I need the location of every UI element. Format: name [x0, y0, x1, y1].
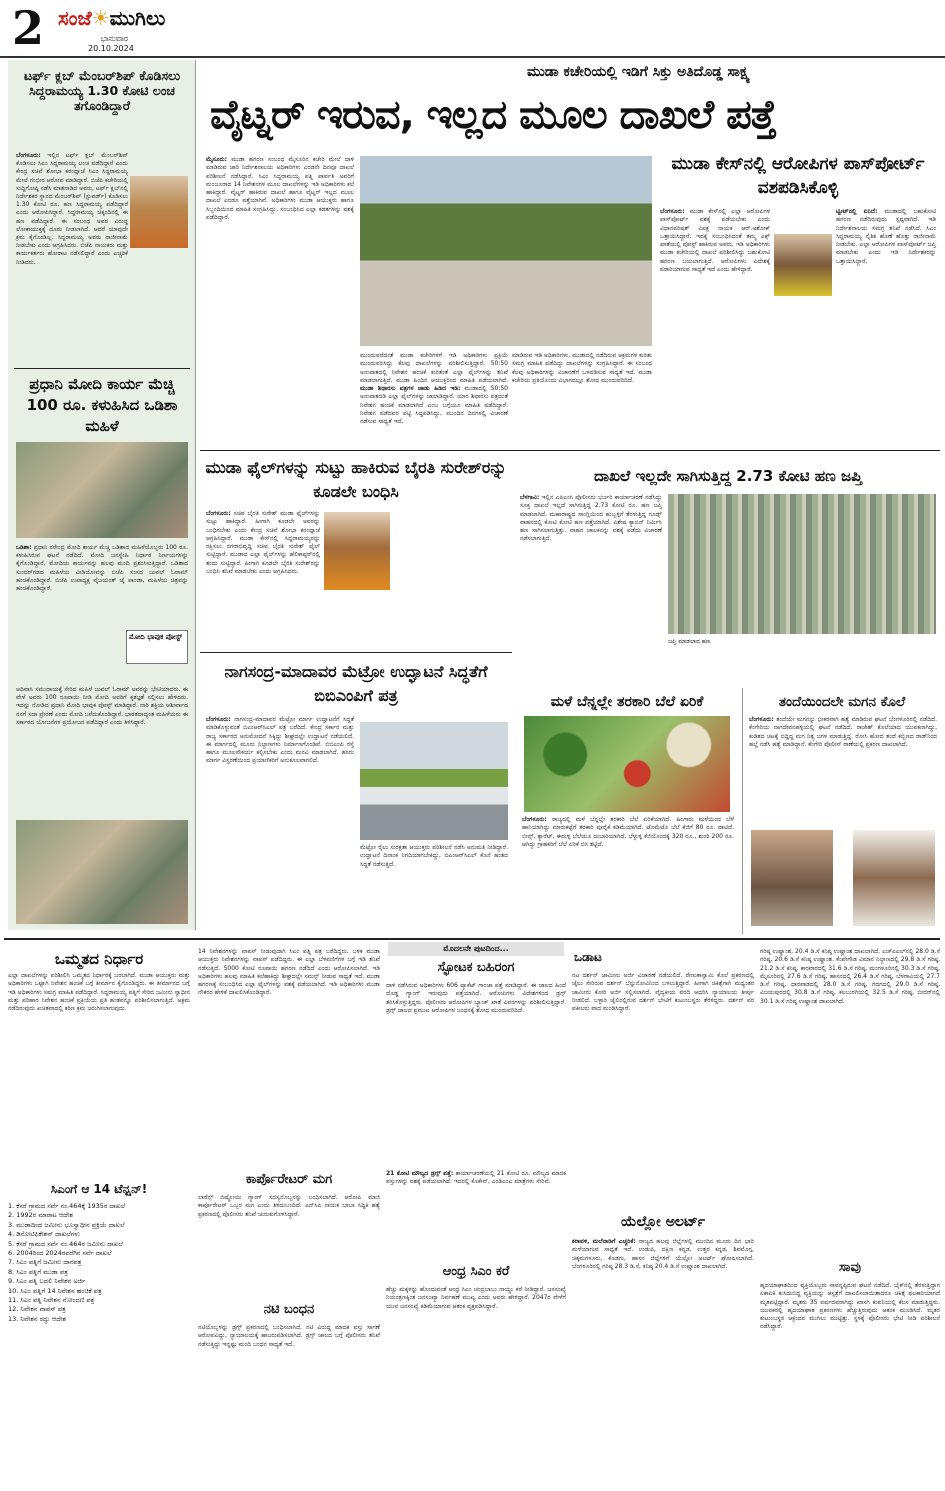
lead-subhead: ಮುಡಾ ಶಿಥಾರಸು ಪತ್ರಗಳ ಜಾಡು ಹಿಡಿದ ಇಡಿ:	[360, 385, 461, 393]
andhra-cm-headline: ಆಂಧ್ರ ಸಿಎಂ ಕರೆ	[442, 1264, 510, 1279]
list-item: 3. ಮುಡಾದಿಂದ ಜಮೀನು ಭೂಸ್ವಾಧೀನ ಪ್ರಕ್ರಿಯೆ ದಾಖಲೆ	[8, 1220, 125, 1229]
list-item: 2. 1992ರ ಮಾರಾಟ ಆದೇಶ	[8, 1211, 74, 1220]
list-item: 12. ನಿವೇಶನ ವಾಪಸ್ ಪತ್ರ	[8, 1305, 66, 1314]
seized-cash-photo	[668, 494, 936, 634]
cash-dateline: ಬೆಳಗಾವಿ:	[520, 494, 540, 501]
cash-body	[520, 494, 662, 680]
list-item: 5. ಕೆಸರೆ ಗ್ರಾಮದ ಸರ್ವೆ ನಂ.464ರ ಜಮೀನು ದಾಖಲೆ	[8, 1239, 123, 1248]
corporator-son-body: ಲಾರೆನ್ಸ್ ಬಿಷ್ಣೋಯಿ ಗ್ಯಾಂಗ್ ಸದಸ್ಯನೊಬ್ಬನನ್ನು ಬಂಧಿಸಲಾಗಿದೆ. ಆರೋಪಿ ಮಾಜಿ ಕಾರ್ಪೊರೇಟರ್ ಒಬ್ಬರ ಮಗ ಎಂದು ತಿಳಿದುಬಂದಿದೆ. ಎನ್‌ಸಿಪಿ ನಾಯಕ ಬಾಬಾ ಸಿದ್ದಿಕಿ ಹತ್ಯೆ ಪ್ರಕರಣದಲ್ಲಿ ಪೊಲೀಸರು ತನಿಖೆ ಚುರುಕುಗೊಳಿಸಿದ್ದಾರೆ.	[198, 1194, 380, 1218]
metro-body-col2: ಮೆಟ್ರೋ ರೈಲು ಸುರಕ್ಷತಾ ಆಯುಕ್ತರು ಪರಿಶೀಲನೆ ನಡೆಸಿ ಅನುಮತಿ ನೀಡಿದ್ದಾರೆ. ಉದ್ಘಾಟನೆ ದಿನಾಂಕ ನಿಗದಿಯಾಗಬೇಕಿದ್ದು, ಬಿಎಂಆರ್‌ಸಿಎಲ್ ಕೊನೆ ಹಂತದ ಸಿದ್ಧತೆ ನಡೆಸುತ್ತಿದೆ.	[360, 844, 508, 868]
byrathi-body-col1	[206, 510, 320, 648]
veg-story	[514, 688, 740, 934]
bottom-col-2	[196, 942, 382, 1488]
son-photo	[853, 830, 935, 926]
newspaper-logo	[58, 6, 165, 31]
corporator-son-headline: ಕಾರ್ಪೊರೇಟರ್ ಮಗ	[245, 1172, 333, 1187]
modi-dateline: ಒಡಿಶಾ:	[16, 544, 32, 551]
lead-body-col1	[206, 156, 354, 446]
cash-caption: ಜಪ್ತಿ ಮಾಡಲಾದ ಹಣ	[668, 638, 711, 645]
bottom-col-4	[570, 942, 756, 1488]
metro-body-col1	[206, 716, 354, 930]
turf-club-body-a	[16, 152, 128, 266]
modi-body-b: ಆದಿವಾಸಿ ಸಮುದಾಯಕ್ಕೆ ಸೇರಿದ ಮಹಿಳೆ ಜುವಲ್ ಓರಾಮ್ ಅವರನ್ನು ಭೇಟಿಯಾದರು. ಈ ವೇಳೆ ಅವರು 100 ರೂಪಾಯಿ ನೀಡಿ ಮೋದಿ ಅವರಿಗೆ ಕೃತಜ್ಞತೆ ಸಲ್ಲಿಸಲು ಹೇಳಿದರು. ಇದನ್ನು ನೋಡಿದ ಪ್ರಧಾನಿ ಮೋದಿ ಭಾವುಕ ಪೋಸ್ಟ್ ಮಾಡಿದ್ದಾರೆ. ನಾರಿ ಶಕ್ತಿಯ ಆಶೀರ್ವಾದ ನನಗೆ ಸದಾ ಪ್ರೇರಣೆ ಎಂದು ಮೋದಿ ಬರೆದುಕೊಂಡಿದ್ದಾರೆ. ಭಾರತದಾದ್ಯಂತ ಮಹಿಳೆಯರು ಈ ಸರ್ಕಾರದ ಯೋಜನೆಗಳ ಪ್ರಯೋಜನ ಪಡೆದಿದ್ದಾರೆ ಎಂದು ತಿಳಿಸಿದ್ದಾರೆ.	[16, 686, 188, 726]
shobha-photo-2	[324, 512, 390, 590]
yellow-alert-text: ರಾಜ್ಯದ ಹಲವು ಜಿಲ್ಲೆಗಳಲ್ಲಿ ಮುಂದಿನ ಮೂರು ದಿನ ಭಾರಿ ಮಳೆಯಾಗುವ ಸಾಧ್ಯತೆ ಇದೆ. ಉಡುಪಿ, ದಕ್ಷಿಣ ಕನ್ನಡ, ಉತ್ತರ ಕನ್ನಡ, ಶಿವಮೊಗ್ಗ, ಚಿಕ್ಕಮಗಳೂರು, ಕೊಡಗು, ಹಾಸನ ಜಿಲ್ಲೆಗಳಿಗೆ ಯೆಲ್ಲೋ ಅಲರ್ಟ್ ಘೋಷಿಸಲಾಗಿದೆ. ಬೆಂಗಳೂರಿನಲ್ಲಿ ಗರಿಷ್ಠ 28.3 ಡಿ.ಸೆ, ಕನಿಷ್ಠ 20.4 ಡಿ.ಸೆ ಉಷ್ಣಾಂಶ ದಾಖಲಾಗಿದೆ.	[572, 1238, 754, 1270]
muda-office-photo	[360, 156, 652, 346]
byrathi-story	[200, 452, 512, 652]
explosive-reveal-headline: ಸ್ಫೋಟಕ ಬಹಿರಂಗ	[437, 960, 515, 975]
murder-dateline: ಬೆಂಗಳೂರು:	[749, 716, 774, 723]
passport-body-col2	[836, 208, 936, 446]
veg-dateline: ಬೆಂಗಳೂರು:	[522, 816, 547, 823]
veg-headline: ಮಳೆ ಬೆನ್ನಲ್ಲೇ ತರಕಾರಿ ಬೆಲೆ ಏರಿಕೆ	[550, 694, 704, 710]
modi-quote-tag: ಮೋದಿ ಭಾವುಕ ಪೋಸ್ಟ್	[126, 630, 188, 664]
metro-dateline: ಬೆಂಗಳೂರು:	[206, 716, 231, 723]
death-headline: ಸಾವು	[838, 1260, 862, 1275]
actress-arrest-headline: ನಟಿ ಬಂಧನ	[263, 1302, 315, 1317]
metro-headline: ನಾಗಸಂದ್ರ-ಮಾದಾವರ ಮೆಟ್ರೋ ಉದ್ಘಾಟನೆ ಸಿದ್ಧತೆಗೆ ಬಿಬಿಎಂಪಿಗೆ ಪತ್ರ	[224, 662, 488, 705]
drugs-text: ಕಾರ್ಯಾಚರಣೆಯಲ್ಲಿ 21 ಕೋಟಿ ರೂ. ಮೌಲ್ಯದ ಮಾದಕ ವಸ್ತುಗಳನ್ನು ವಶಕ್ಕೆ ಪಡೆಯಲಾಗಿದೆ. ಇದರಲ್ಲಿ ಕೊಕೇನ್, ಎಂಡಿಎಂಎ ಮಾತ್ರೆಗಳು ಸೇರಿವೆ.	[386, 1170, 566, 1186]
continued-from-front-bar: ಮೊದಲನೇ ಪುಟದಿಂದ...	[388, 942, 564, 956]
murder-story	[742, 688, 940, 934]
murder-body	[749, 716, 937, 830]
andhra-cm-body: ಹೆಚ್ಚು ಮಕ್ಕಳನ್ನು ಹೊಂದುವಂತೆ ಆಂಧ್ರ ಸಿಎಂ ಚಂದ್ರಬಾಬು ನಾಯ್ಡು ಕರೆ ನೀಡಿದ್ದಾರೆ. ಜನಸಂಖ್ಯೆ ನಿಯಂತ್ರಣಕ್ಕಿಂತ ಜನಸಂಖ್ಯಾ ನಿರ್ವಹಣೆ ಮುಖ್ಯ ಎಂದು ಅವರು ಹೇಳಿದ್ದಾರೆ. 2047ರ ವೇಳೆಗೆ ಯುವ ಜನಸಂಖ್ಯೆ ಕಡಿಮೆಯಾಗುವ ಆತಂಕ ವ್ಯಕ್ತಪಡಿಸಿದ್ದಾರೆ.	[386, 1286, 566, 1310]
divider	[14, 368, 190, 369]
sun-icon: ☀	[91, 6, 110, 30]
modi-headline: ಪ್ರಧಾನಿ ಮೋದಿ ಕಾರ್ಯ ಮೆಚ್ಚಿ 100 ರೂ. ಕಳುಹಿಸಿದ ಒಡಿಶಾ ಮಹಿಳೆ	[26, 375, 178, 435]
bottom-col-1	[6, 942, 192, 1488]
page-number: 2	[12, 1, 45, 55]
consensus-body: ಎಲ್ಲಾ ದಾಖಲೆಗಳನ್ನು ಪರಿಶೀಲಿಸಿ ಒಮ್ಮತದ ನಿರ್ಧಾರಕ್ಕೆ ಬರಲಾಗಿದೆ. ಮುಡಾ ಆಯುಕ್ತರು ಮತ್ತು ಅಧಿಕಾರಿಗಳು ಒಟ್ಟಾಗಿ ನಿವೇಶನ ಹಂಚಿಕೆ ಬಗ್ಗೆ ತೀರ್ಮಾನ ಕೈಗೊಂಡಿದ್ದರು. ಈ ತೀರ್ಮಾನದ ಬಗ್ಗೆ ಇಡಿ ಅಧಿಕಾರಿಗಳು ಸಮಗ್ರ ಮಾಹಿತಿ ಪಡೆದಿದ್ದಾರೆ. ಸಿದ್ದರಾಮಯ್ಯ ಪತ್ನಿಗೆ ಸೇರಿದ ಜಮೀನು ಸ್ವಾಧೀನ ಮತ್ತು ಪರಿಹಾರ ನಿವೇಶನ ಹಂಚಿಕೆ ಪ್ರಕ್ರಿಯೆಯ ಪ್ರತಿ ಹಂತವನ್ನೂ ಪರಿಶೀಲಿಸಲಾಗುತ್ತಿದೆ. ಅಕ್ರಮ ನಡೆದಿರುವುದು ಖಚಿತವಾದಲ್ಲಿ ಕಠಿಣ ಕ್ರಮ ಜರುಗಿಸಲಾಗುವುದು.	[8, 972, 190, 1013]
death-body: ಹೃದಯಾಘಾತದಿಂದ ವ್ಯಕ್ತಿಯೊಬ್ಬರು ಸಾವನ್ನಪ್ಪಿರುವ ಘಟನೆ ನಡೆದಿದೆ. ಬೈಕ್‌ನಲ್ಲಿ ತೆರಳುತ್ತಿದ್ದಾಗ ಏಕಾಏಕಿ ಕುಸಿದುಬಿದ್ದ ವ್ಯಕ್ತಿಯನ್ನು ಆಸ್ಪತ್ರೆಗೆ ದಾಖಲಿಸಲಾಯಿತಾದರೂ ಚಿಕಿತ್ಸೆ ಫಲಕಾರಿಯಾಗದೆ ಮೃತಪಟ್ಟಿದ್ದಾರೆ. ಮೃತರು 35 ವರ್ಷದವರಾಗಿದ್ದು ಖಾಸಗಿ ಕಂಪನಿಯಲ್ಲಿ ಕೆಲಸ ಮಾಡುತ್ತಿದ್ದರು. ಯುವಕರಲ್ಲಿ ಹೃದಯಾಘಾತ ಪ್ರಕರಣಗಳು ಹೆಚ್ಚುತ್ತಿರುವುದು ಆತಂಕ ಮೂಡಿಸಿದೆ. ಮೃತರ ಕುಟುಂಬಸ್ಥರ ಆಕ್ರಂದನ ಮುಗಿಲು ಮುಟ್ಟಿತ್ತು. ಸ್ಥಳಕ್ಕೆ ಪೊಲೀಸರು ಭೇಟಿ ನೀಡಿ ಪರಿಶೀಲನೆ ನಡೆಸಿದ್ದಾರೆ.	[760, 1282, 940, 1331]
passport-text: ಮುಡಾ ಕೇಸ್‌ನಲ್ಲಿ ಎಲ್ಲಾ ಆರೋಪಿಗಳ ಪಾಸ್‌ಪೋರ್ಟ್ ವಶಕ್ಕೆ ಪಡೆಯಬೇಕು ಎಂದು ವಿಧಾನಪರಿಷತ್ ವಿಪಕ್ಷ ನಾಯಕ ಆರ್.ಅಶೋಕ್ ಒತ್ತಾಯಿಸಿದ್ದಾರೆ. ಇದಕ್ಕೆ ಸಂಬಂಧಿಸಿದಂತೆ ತಮ್ಮ ಎಕ್ಸ್ ಖಾತೆಯಲ್ಲಿ ಪೋಸ್ಟ್ ಹಾಕಿರುವ ಅವರು, ಇಡಿ ಅಧಿಕಾರಿಗಳು ಮುಡಾ ಕಚೇರಿಯಲ್ಲಿ ದಾಖಲೆ ಪರಿಶೀಲಿಸಿದ್ದು ಬಹುಕೋಟಿ ಹಗರಣ ಬಯಲಾಗುತ್ತಿದೆ. ಆರೋಪಿಗಳು ವಿದೇಶಕ್ಕೆ ಪರಾರಿಯಾಗುವ ಸಾಧ್ಯತೆ ಇದೆ ಎಂದು ಹೇಳಿದ್ದಾರೆ.	[660, 208, 770, 274]
document-list	[8, 1202, 190, 1486]
list-item: 8. ಸಿಎಂ ಪತ್ನಿಗೆ ಮುಡಾ ಪತ್ರ	[8, 1267, 68, 1276]
divider	[4, 938, 940, 940]
passport-dateline: ಬೆಂಗಳೂರು:	[660, 208, 685, 215]
murder-headline: ತಂದೆಯಿಂದಲೇ ಮಗನ ಕೊಲೆ	[778, 694, 906, 710]
cm-14-tension-headline: ಸಿಎಂಗೆ ಆ 14 ಟೆನ್ಷನ್!	[50, 1182, 148, 1196]
lead-body-text-2: ಮುಂದುವರೆದಂತೆ ಮುಡಾ ಕಚೇರಿಗಳಿಗೆ ಇಡಿ ಅಧಿಕಾರಿಗಳು ಪ್ರಕ್ರಿಯೆ ಮುಂದುವರಿಸಿದ್ದು ಕೆಲವು ದಾಖಲೆಗಳನ್ನು ಪರಿಶೀಲಿಸುತ್ತಿದ್ದಾರೆ. 50:50 ಅನುಪಾತದಲ್ಲಿ ನಿವೇಶನ ಹಂಚಿಕೆ ಕುರಿತಂತೆ ಎಲ್ಲಾ ಫೈಲ್‌ಗಳನ್ನು ತನಿಖೆ ಮಾಡಲಾಗುತ್ತಿದೆ. ಮುಡಾ ಹಿಂದಿನ ಆಯುಕ್ತರಿಂದ ಮಾಹಿತಿ ಪಡೆಯಲಾಗಿದೆ.	[360, 352, 508, 384]
metro-photo	[360, 722, 508, 840]
passport-text-2: ಮುಡಾದಲ್ಲಿ ಬಹುಕೋಟಿ ಹಗರಣ ನಡೆದಿರುವುದು ಸ್ಪಷ್ಟವಾಗಿದೆ. ಇಡಿ ನಿರ್ದೇಶನಾಲಯ ಸಮಗ್ರ ತನಿಖೆ ನಡೆಸಿದೆ. ಸಿಎಂ ಸಿದ್ದರಾಮಯ್ಯ ನೈತಿಕ ಹೊಣೆ ಹೊತ್ತು ರಾಜೀನಾಮೆ ನೀಡಬೇಕು. ಎಲ್ಲಾ ಆರೋಪಿಗಳ ಪಾಸ್‌ಪೋರ್ಟ್ ಜಪ್ತಿ ಮಾಡಬೇಕು ಎಂದು ಇಡಿ ನಿರ್ದೇಶಕರನ್ನು ಒತ್ತಾಯಿಸಿದ್ದಾರೆ.	[836, 208, 936, 265]
metro-text: ನಾಗಸಂದ್ರ-ಮಾದಾವರ ಮೆಟ್ರೋ ಮಾರ್ಗ ಉದ್ಘಾಟನೆಗೆ ಸಿದ್ಧತೆ ಮಾಡಿಕೊಳ್ಳುವಂತೆ ಬಿಎಂಆರ್‌ಸಿಎಲ್ ಪತ್ರ ಬರೆದಿದೆ. ಕೇಂದ್ರ ಸರ್ಕಾರ ಮತ್ತು ರಾಜ್ಯ ಸರ್ಕಾರದ ಅನುಮೋದನೆ ಸಿಕ್ಕಿದ್ದು ಶೀಘ್ರದಲ್ಲೇ ಉದ್ಘಾಟನೆ ನಡೆಯಲಿದೆ. ಈ ಮಾರ್ಗದಲ್ಲಿ ಮೂರು ನಿಲ್ದಾಣಗಳು ನಿರ್ಮಾಣಗೊಂಡಿವೆ. ಬಿಬಿಎಂಪಿ ರಸ್ತೆ ಹಾಗೂ ಮೂಲಸೌಕರ್ಯ ಕಲ್ಪಿಸಬೇಕು ಎಂದು ಮನವಿ ಮಾಡಲಾಗಿದೆ. ಹಸಿರು ಮಾರ್ಗ ವಿಸ್ತರಣೆಯಿಂದ ಪ್ರಯಾಣಿಕರಿಗೆ ಅನುಕೂಲವಾಗಲಿದೆ.	[206, 716, 354, 765]
weather-body: ಗರಿಷ್ಠ ಉಷ್ಣಾಂಶ, 20.4 ಡಿ.ಸೆ ಕನಿಷ್ಠ ಉಷ್ಣಾಂಶ ದಾಖಲಾಗಿದೆ. ಎಚ್‌ಎಎಲ್‌ನಲ್ಲಿ 28.0 ಡಿ.ಸೆ ಗರಿಷ್ಠ, 20.6 ಡಿ.ಸೆ ಕನಿಷ್ಠ ಉಷ್ಣಾಂಶ. ಕೆಂಪೇಗೌಡ ವಿಮಾನ ನಿಲ್ದಾಣದಲ್ಲಿ 29.8 ಡಿ.ಸೆ ಗರಿಷ್ಠ, 21.2 ಡಿ.ಸೆ ಕನಿಷ್ಠ. ಕಾರವಾರದಲ್ಲಿ 31.6 ಡಿ.ಸೆ ಗರಿಷ್ಠ, ಮಂಗಳೂರಿನಲ್ಲಿ 30.3 ಡಿ.ಸೆ ಗರಿಷ್ಠ, ಮೈಸೂರಿನಲ್ಲಿ 27.6 ಡಿ.ಸೆ ಗರಿಷ್ಠ, ಹಾಸನದಲ್ಲಿ 26.4 ಡಿ.ಸೆ ಗರಿಷ್ಠ, ಬೆಳಗಾವಿಯಲ್ಲಿ 27.7 ಡಿ.ಸೆ ಗರಿಷ್ಠ, ಧಾರವಾಡದಲ್ಲಿ 28.0 ಡಿ.ಸೆ ಗರಿಷ್ಠ, ಗದಗದಲ್ಲಿ 29.0 ಡಿ.ಸೆ ಗರಿಷ್ಠ, ವಿಜಯಪುರದಲ್ಲಿ 30.8 ಡಿ.ಸೆ ಗರಿಷ್ಠ, ಕಲಬುರಗಿಯಲ್ಲಿ 32.5 ಡಿ.ಸೆ ಗರಿಷ್ಠ, ಬೀದರ್‌ನಲ್ಲಿ 30.1 ಡಿ.ಸೆ ಗರಿಷ್ಠ ಉಷ್ಣಾಂಶ ದಾಖಲಾಗಿದೆ.	[760, 948, 940, 1005]
list-item: 6. 2004ರಿಂದ 2024ರವರೆಗಿನ ಸರ್ವೆ ದಾಖಲೆ	[8, 1249, 112, 1258]
turf-club-dateline: ಬೆಂಗಳೂರು:	[16, 152, 41, 159]
passport-headline: ಮುಡಾ ಕೇಸ್‌ನಲ್ಲಿ ಆರೋಪಿಗಳ ಪಾಸ್‌ಪೋರ್ಟ್ ವಶಪಡಿಸಿಕೊಳ್ಳಿ	[671, 154, 925, 198]
modi-text: ಪ್ರಧಾನಿ ನರೇಂದ್ರ ಮೋದಿ ಕಾರ್ಯ ಮೆಚ್ಚಿ ಒಡಿಶಾದ ಮಹಿಳೆಯೊಬ್ಬರು 100 ರೂ. ಕಳುಹಿಸಿರುವ ಘಟನೆ ನಡೆದಿದೆ. ಮೋದಿ ಜನಸ್ನೇಹಿ ನಿರ್ಧಾರ ನಿರ್ಣಯಗಳನ್ನು ಕೈಗೊಂಡಿದ್ದಾರೆ, ಮೋದಿಯ ಕಾರ್ಯವನ್ನು ಹಲವು ಮಂದಿ ಪ್ರಶಂಸಿಸುತ್ತಿದ್ದಾರೆ. ಒಡಿಶಾದ ಸುಂದರ್‌ಗಡದ ಮಹಿಳೆಯ ವೀಡಿಯೋವನ್ನು ಬಿಜೆಪಿ ಸಂಸದ ಜುವಲ್ ಓರಾಮ್ ಹಂಚಿಕೊಂಡಿದ್ದಾರೆ. ಬಿಜೆಪಿ ಉಪಾಧ್ಯಕ್ಷ ವೈಜಯಂತ್ ಜೈ ಪಾಂಡಾ, ಮಹಿಳೆಯ ಚಿತ್ರವನ್ನು ಹಂಚಿಕೊಂಡಿದ್ದಾರೆ.	[16, 544, 188, 593]
vegetables-photo	[524, 716, 730, 812]
byrathi-headline: ಮುಡಾ ಫೈಲ್‌ಗಳನ್ನು ಸುಟ್ಟು ಹಾಕಿರುವ ಬೈರತಿ ಸುರೇಶ್‌ರನ್ನು ಕೂಡಲೇ ಬಂಧಿಸಿ	[205, 458, 507, 501]
lead-body-text-3: ಮುಡಾದಲ್ಲಿ 50:50 ಅನುಪಾತದಡಿ ಎಲ್ಲಾ ಫೈಲ್‌ಗಳನ್ನು ಜಾಲಾಡಿದ್ದಾರೆ. ಯಾರ ಶಿಫಾರಸು ಪತ್ರದಂತೆ ನಿವೇಶನ ಹಂಚಿಕೆ ಮಾಡಲಾಗಿದೆ ಎಂಬ ಬಗ್ಗೆಯೂ ಮಾಹಿತಿ ಪಡೆದಿದ್ದಾರೆ. ನಿವೇಶನ ಪಡೆದವರ ಪಟ್ಟಿ ಸಿದ್ಧಪಡಿಸಿದ್ದು, ಮುಂದಿನ ದಿನಗಳಲ್ಲಿ ವಿಚಾರಣೆ ನಡೆಸುವ ಸಾಧ್ಯತೆ ಇದೆ.	[360, 385, 508, 426]
lead-kicker: ಮುಡಾ ಕಚೇರಿಯಲ್ಲಿ ಇಡಿಗೆ ಸಿಕ್ತು ಅತಿದೊಡ್ಡ ಸಾಕ್ಷ್ಯ	[527, 64, 750, 80]
list-item: 4. ಡಿನೋಟಿಫಿಕೇಶನ್ ದಾಖಲೆಗಳು	[8, 1230, 80, 1239]
turf-club-text: ಇಲ್ಲಿನ ಟರ್ಫ್ ಕ್ಲಬ್ ಮೆಂಬರ್‌ಶಿಪ್ ಕೊಡಿಸಲು ಸಿಎಂ ಸಿದ್ದರಾಮಯ್ಯ ಲಂಚ ಪಡೆದಿದ್ದಾರೆ ಎಂದು ಕೇಂದ್ರ ಸಚಿವೆ ಶೋಭಾ ಕರಂದ್ಲಾಜೆ ಸಿಎಂ ಸಿದ್ದರಾಮಯ್ಯ ಮೇಲೆ ಗಂಭೀರ ಆರೋಪ ಮಾಡಿದ್ದಾರೆ. ಬಿಜೆಪಿ ಕಚೇರಿಯಲ್ಲಿ ಸುದ್ದಿಗೋಷ್ಠಿ ನಡೆಸಿ ಮಾತನಾಡಿದ ಅವರು, ಟರ್ಫ್ ಕ್ಲಬ್‌ನಲ್ಲಿ ನಿರ್ದೇಶಕರ ಸ್ಥಾನದ ಮೆಂಬರ್‌ಶಿಪ್ (ಸ್ಟುವರ್ಡ್) ಕೊಡಿಸಲು 1.30 ಕೋಟಿ ರೂ. ಹಣ ಸಿದ್ದರಾಮಯ್ಯ ಪಡೆದಿದ್ದಾರೆ ಎಂದು ಆರೋಪಿಸಿದ್ದಾರೆ. ಸಿದ್ದರಾಮಯ್ಯ ಚಿಕ್ಕಂದಿನಲ್ಲಿ ಈ ಹಣ ಪಡೆದಿದ್ದಾರೆ. ಈ ಸಂಬಂಧ ಅವರ ವಿರುದ್ಧ ಲೋಕಾಯುಕ್ತಕ್ಕೆ ದೂರು ನೀಡಲಾಗಿದೆ. ಆದರೆ ಯಾವುದೇ ಕ್ರಮ ಕೈಗೊಂಡಿಲ್ಲ. ಸಿದ್ದರಾಮಯ್ಯ ಅವರು ರಾಜೀನಾಮೆ ನೀಡಬೇಕು ಎಂದು ಆಗ್ರಹಿಸಿದರು. ಬಿಜೆಪಿ ನಾಯಕರು ಮತ್ತು ಕಾರ್ಯಕರ್ತರು ಹೋರಾಟ ನಡೆಸಲಿದ್ದಾರೆ ಎಂದು ಎಚ್ಚರಿಕೆ ನೀಡಿದರು.	[16, 152, 128, 266]
issue-date	[88, 34, 134, 54]
masthead	[0, 0, 945, 58]
byrathi-dateline: ಬೆಂಗಳೂರು:	[206, 510, 231, 517]
murder-text: ತಂದೆಯೇ ಮಗನನ್ನು ಭೀಕರವಾಗಿ ಹತ್ಯೆ ಮಾಡಿರುವ ಘಟನೆ ಬೆಂಗಳೂರಿನಲ್ಲಿ ನಡೆದಿದೆ. ಕೆಂಗೇರಿಯ ನಾಗದೇವನಹಳ್ಳಿಯಲ್ಲಿ ಘಟನೆ ನಡೆದಿದೆ. ರಾಜೇಶ್ ಕೊಲೆಯಾದ ಯುವಕನಾಗಿದ್ದು, ಕುಡಿತದ ಚಟಕ್ಕೆ ಬಿದ್ದಿದ್ದ ಮಗ ನಿತ್ಯ ಜಗಳ ಮಾಡುತ್ತಿದ್ದ. ರೋಸಿ ಹೋದ ತಂದೆ ಕಬ್ಬಿಣದ ರಾಡ್‌ನಿಂದ ಹಲ್ಲೆ ನಡೆಸಿ ಹತ್ಯೆ ಮಾಡಿದ್ದಾನೆ. ಕೆಂಗೇರಿ ಪೊಲೀಸ್ ಠಾಣೆಯಲ್ಲಿ ಪ್ರಕರಣ ದಾಖಲಾಗಿದೆ.	[749, 716, 937, 748]
yellow-alert-headline: ಯೆಲ್ಲೋ ಅಲರ್ಟ್	[621, 1214, 705, 1230]
list-item: 11. ಸಿಎಂ ಪತ್ನಿ ನಿವೇಶನ ನೋಂದಣಿ ಪತ್ರ	[8, 1296, 95, 1305]
lead-headline: ವೈಟ್ನರ್ ಇರುವ, ಇಲ್ಲದ ಮೂಲ ದಾಖಲೆ ಪತ್ತೆ	[210, 92, 776, 138]
col2-body: 14 ನಿವೇಶನಗಳನ್ನು ವಾಪಸ್ ನೀಡುವುದಾಗಿ ಸಿಎಂ ಪತ್ನಿ ಪತ್ರ ಬರೆದಿದ್ದರು. ಬಳಿಕ ಮುಡಾ ಆಯುಕ್ತರು ನಿವೇಶನಗಳನ್ನು ವಾಪಸ್ ಪಡೆದಿದ್ದರು. ಈ ಎಲ್ಲಾ ಬೆಳವಣಿಗೆಗಳ ಬಗ್ಗೆ ಇಡಿ ತನಿಖೆ ನಡೆಸುತ್ತಿದೆ. 5000 ಕೋಟಿ ರೂಪಾಯಿ ಹಗರಣ ನಡೆದಿದೆ ಎಂದು ಆರೋಪಿಸಲಾಗಿದೆ. ಇಡಿ ಅಧಿಕಾರಿಗಳು ಹಲವು ಮಾಹಿತಿ ಕಲೆಹಾಕಿದ್ದು ಶೀಘ್ರದಲ್ಲೇ ಸಮನ್ಸ್ ನೀಡುವ ಸಾಧ್ಯತೆ ಇದೆ. ಮುಡಾ ಹಗರಣಕ್ಕೆ ಸಂಬಂಧಿಸಿದ ಎಲ್ಲಾ ಫೈಲ್‌ಗಳನ್ನು ವಶಕ್ಕೆ ಪಡೆಯಲಾಗಿದೆ. ಇಡಿ ಅಧಿಕಾರಿಗಳು ಮುಡಾ ನೌಕರರ ಹೇಳಿಕೆ ದಾಖಲಿಸಿಕೊಂಡಿದ್ದಾರೆ.	[198, 948, 380, 997]
turf-club-headline: ಟರ್ಫ್ ಕ್ಲಬ್ ಮೆಂಬರ್‌ಶಿಪ್ ಕೊಡಿಸಲು ಸಿದ್ದರಾಮಯ್ಯ 1.30 ಕೋಟಿ ಲಂಚ ತಗೊಂಡಿದ್ದಾರೆ	[23, 68, 181, 113]
lead-dateline: ಮೈಸೂರು:	[206, 156, 228, 163]
drugs-subhead: 21 ಕೋಟಿ ಮೌಲ್ಯದ ಡ್ರಗ್ಸ್ ಪತ್ತೆ:	[386, 1170, 454, 1177]
cash-headline: ದಾಖಲೆ ಇಲ್ಲದೇ ಸಾಗಿಸುತ್ತಿದ್ದ 2.73 ಕೋಟಿ ಹಣ ಜಪ್ತಿ	[594, 467, 862, 485]
divider	[200, 450, 940, 451]
lead-body-col2	[360, 352, 508, 446]
odata-headline: ಒಡಾಟ	[574, 950, 602, 964]
passport-subhead: ಟ್ವೀಟ್‌ನಲ್ಲಿ ಏನಿದೆ:	[836, 208, 878, 215]
father-photo	[751, 830, 833, 926]
logo-text-2: ಮುಗಿಲು	[109, 6, 166, 30]
passport-story	[656, 152, 940, 450]
list-item: 9. ಸಿಎಂ ಪತ್ನಿ ಬದಲಿ ನಿವೇಶನ ಅರ್ಜಿ	[8, 1277, 86, 1286]
logo-text-1: ಸಂಜೆ	[58, 6, 92, 30]
list-item: 1. ಕೆಸರೆ ಗ್ರಾಮದ ಸರ್ವೆ ನಂ.464ಕ್ಕೆ 1935ರ ದಾಖಲೆ	[8, 1202, 126, 1210]
lead-story-header	[200, 60, 940, 150]
issue-day: ಭಾನುವಾರ	[100, 34, 128, 43]
bottom-col-3	[384, 942, 568, 1488]
veg-text: ರಾಜ್ಯದಲ್ಲಿ ಮಳೆ ಬೆನ್ನಲ್ಲೇ ತರಕಾರಿ ಬೆಲೆ ಏರಿಕೆಯಾಗಿದೆ. ಹಿಂಗಾರು ಮಳೆಯಿಂದ ಬೆಳೆ ಹಾನಿಯಾಗಿದ್ದು ಮಾರುಕಟ್ಟೆಗೆ ತರಕಾರಿ ಪೂರೈಕೆ ಕಡಿಮೆಯಾಗಿದೆ. ಟೊಮೆಟೊ ಬೆಲೆ ಕೆಜಿಗೆ 80 ರೂ. ದಾಟಿದೆ. ಬೀನ್ಸ್, ಕ್ಯಾರೆಟ್, ಈರುಳ್ಳಿ ಬೆಲೆಯೂ ದುಬಾರಿಯಾಗಿದೆ. ಬೆಳ್ಳುಳ್ಳಿ ಕೆಜಿಯೊಂದಕ್ಕೆ 320 ರೂ., ಶುಂಠಿ 200 ರೂ. ಆಗಿದ್ದು ಗ್ರಾಹಕರಿಗೆ ಬೆಲೆ ಏರಿಕೆ ಬಿಸಿ ತಟ್ಟಿದೆ.	[522, 816, 734, 848]
explosive-reveal-body: ದಾಳಿ ನಡೆಸಿರುವ ಅಧಿಕಾರಿಗಳು 606 ಪ್ಯಾಕೆಟ್ ಗಾಂಜಾ ಪತ್ತೆ ಮಾಡಿದ್ದಾರೆ. ಈ ಜಾಲದ ಹಿಂದೆ ದೊಡ್ಡ ಗ್ಯಾಂಗ್ ಇರುವುದು ಪತ್ತೆಯಾಗಿದೆ. ಆರೋಪಿಗಳು ವಿದೇಶಗಳಿಂದ ಡ್ರಗ್ಸ್ ತರಿಸಿಕೊಳ್ಳುತ್ತಿದ್ದರು. ಪೊಲೀಸರು ಆರೋಪಿಗಳ ಬ್ಯಾಂಕ್ ಖಾತೆ ವಿವರಗಳನ್ನು ಪರಿಶೀಲಿಸುತ್ತಿದ್ದಾರೆ. ಡ್ರಗ್ಸ್ ಜಾಲದ ಪ್ರಮುಖ ಆರೋಪಿಗಳ ಬಂಧನಕ್ಕೆ ಶೋಧ ಮುಂದುವರಿದಿದೆ.	[386, 982, 566, 1014]
consensus-headline: ಒಮ್ಮತದ ನಿರ್ಧಾರ	[54, 950, 144, 968]
drugs-body	[386, 1170, 566, 1258]
lead-body-col3: ಮಾಡಿರುವ ಇಡಿ ಅಧಿಕಾರಿಗಳು, ಮುಡಾದಲ್ಲಿ ನಡೆದಿರುವ ಅಕ್ರಮಗಳ ಕುರಿತು ಸಮಗ್ರ ಮಾಹಿತಿ ಪಡೆದಿದ್ದು ದಾಖಲೆಗಳನ್ನು ಸಂಗ್ರಹಿಸಿದ್ದಾರೆ. ಈ ಸಂಬಂಧ ಕೆಲವು ಅಧಿಕಾರಿಗಳನ್ನು ವಿಚಾರಣೆಗೆ ಒಳಪಡಿಸುವ ಸಾಧ್ಯತೆ ಇದೆ. ಮುಡಾ ಕಚೇರಿಯ ಪ್ರತಿಯೊಂದು ವಿಭಾಗದಲ್ಲೂ ಶೋಧ ಮುಂದುವರಿದಿದೆ.	[512, 352, 652, 384]
ashok-photo	[774, 234, 832, 296]
left-column	[8, 60, 196, 930]
shobha-photo	[130, 176, 188, 248]
modi-story-photo-2	[16, 820, 188, 924]
metro-story	[200, 654, 512, 934]
list-item: 13. ನಿವೇಶನ ರದ್ದು ಆದೇಶ	[8, 1314, 67, 1323]
divider	[200, 652, 512, 653]
actress-arrest-body: ನಟಿಯೊಬ್ಬಳನ್ನು ಡ್ರಗ್ಸ್ ಪ್ರಕರಣದಲ್ಲಿ ಬಂಧಿಸಲಾಗಿದೆ. ನಟಿ ವಿರುದ್ಧ ಮಾದಕ ವಸ್ತು ಸಾಗಣೆ ಆರೋಪವಿದ್ದು, ನ್ಯಾಯಾಲಯಕ್ಕೆ ಹಾಜರುಪಡಿಸಲಾಗಿದೆ. ಡ್ರಗ್ಸ್ ಜಾಲದ ಬಗ್ಗೆ ಪೊಲೀಸರು ತನಿಖೆ ನಡೆಸುತ್ತಿದ್ದು ಇನ್ನಷ್ಟು ಮಂದಿ ಬಂಧನ ಸಾಧ್ಯತೆ ಇದೆ.	[198, 1324, 380, 1348]
byrathi-text: ಸಚಿವ ಬೈರತಿ ಸುರೇಶ್ ಮುಡಾ ಫೈಲ್‌ಗಳನ್ನು ಸುಟ್ಟು ಹಾಕಿದ್ದಾರೆ. ಹೀಗಾಗಿ ಕೂಡಲೇ ಅವರನ್ನು ಬಂಧಿಸಬೇಕು ಎಂದು ಕೇಂದ್ರ ಸಚಿವೆ ಶೋಭಾ ಕರಂದ್ಲಾಜೆ ಆಗ್ರಹಿಸಿದ್ದಾರೆ. ಮುಡಾ ಕೇಸ್‌ನಲ್ಲಿ ಸಿದ್ದರಾಮಯ್ಯರನ್ನು ರಕ್ಷಿಸಲು ನಗರಾಭಿವೃದ್ಧಿ ಸಚಿವ ಬೈರತಿ ಸುರೇಶ್ ಫೈಲ್ ಸುಟ್ಟಿದ್ದಾರೆ. ಮುಡಾದ ಎಲ್ಲಾ ಫೈಲ್‌ಗಳನ್ನು ಹೆಲಿಕಾಪ್ಟರ್‌ನಲ್ಲಿ ತಂದು ಸುಟ್ಟಿದ್ದಾರೆ. ಹೀಗಾಗಿ ಕೂಡಲೇ ಬೈರತಿ ಸುರೇಶ್‌ರನ್ನು ಬಂಧಿಸಿ ತನಿಖೆ ಮಾಡಬೇಕು ಎಂದು ಆಗ್ರಹಿಸಿದರು.	[206, 510, 320, 576]
yellow-alert-body	[572, 1238, 754, 1484]
issue-date-value: 20.10.2024	[88, 44, 134, 53]
cash-text: ಇಲ್ಲಿನ ಎಪಿಎಂಸಿ ಪೊಲೀಸರು ಭರ್ಜರಿ ಕಾರ್ಯಾಚರಣೆ ನಡೆಸಿದ್ದು ಸೂಕ್ತ ದಾಖಲೆ ಇಲ್ಲದೆ ಸಾಗಿಸುತ್ತಿದ್ದ 2.73 ಕೋಟಿ ರೂ. ಹಣ ಜಪ್ತಿ ಮಾಡಲಾಗಿದೆ. ಮಹಾರಾಷ್ಟ್ರದ ಸಾಂಗ್ಲಿಯಿಂದ ಹುಬ್ಬಳ್ಳಿಗೆ ತೆರಳುತ್ತಿದ್ದ ಗೂಡ್ಸ್ ವಾಹನದಲ್ಲಿ ಕೋಟಿ ಕೋಟಿ ಹಣ ಪತ್ತೆಯಾಗಿದೆ. ವಿಶೇಷ ಕ್ಯಾಬಿನ್ ನಿರ್ಮಿಸಿ ಹಣ ಸಾಗಿಸಲಾಗುತ್ತಿತ್ತು. ವಾಹನ ಚಾಲಕನನ್ನು ವಶಕ್ಕೆ ಪಡೆದು ವಿಚಾರಣೆ ನಡೆಸಲಾಗುತ್ತಿದೆ.	[520, 494, 662, 543]
lead-body-text: ಮುಡಾ ಹಗರಣ ಸಂಬಂಧ ಮೈಸೂರಿನ ಕಚೇರಿ ಮೇಲೆ ದಾಳಿ ಮಾಡಿರುವ ಜಾರಿ ನಿರ್ದೇಶನಾಲಯ ಅಧಿಕಾರಿಗಳು ಎರಡನೇ ದಿನವೂ ದಾಖಲೆ ಪರಿಶೀಲನೆ ನಡೆಸಿದ್ದಾರೆ. ಸಿಎಂ ಸಿದ್ದರಾಮಯ್ಯ ಪತ್ನಿ ಪಾರ್ವತಿ ಅವರಿಗೆ ಮಂಜೂರಾದ 14 ನಿವೇಶನಗಳ ಮೂಲ ದಾಖಲೆಗಳನ್ನು ಇಡಿ ಅಧಿಕಾರಿಗಳು ಕಲೆ ಹಾಕಿದ್ದಾರೆ. ವೈಟ್ನರ್ ಹಾಕಿರುವ ದಾಖಲೆ ಹಾಗೂ ವೈಟ್ನರ್ ಇಲ್ಲದ ಮೂಲ ದಾಖಲೆ ಎರಡೂ ಪತ್ತೆಯಾಗಿವೆ. ಅಧಿಕಾರಿಗಳು ಮುಡಾ ಆಯುಕ್ತರು ಹಾಗೂ ಸಿಬ್ಬಂದಿಯಿಂದ ಮಾಹಿತಿ ಸಂಗ್ರಹಿಸಿದ್ದು, ಸಂಬಂಧಿಸಿದ ಎಲ್ಲಾ ಕಡತಗಳನ್ನು ವಶಕ್ಕೆ ಪಡೆದಿದ್ದಾರೆ.	[206, 156, 354, 222]
cash-story	[514, 452, 940, 684]
list-item: 7. ಸಿಎಂ ಪತ್ನಿಗೆ ಜಮೀನು ದಾನಪತ್ರ	[8, 1258, 82, 1267]
passport-body-col1	[660, 208, 770, 446]
list-item: 10. ಸಿಎಂ ಪತ್ನಿಗೆ 14 ನಿವೇಶನ ಹಂಚಿಕೆ ಪತ್ರ	[8, 1286, 102, 1295]
veg-body	[522, 816, 734, 930]
bottom-col-5	[758, 942, 942, 1488]
modi-story-photo	[16, 442, 188, 538]
odata-body: ನಟ ದರ್ಶನ್ ಜಾಮೀನು ಅರ್ಜಿ ವಿಚಾರಣೆ ನಡೆಯಲಿದೆ. ರೇಣುಕಾಸ್ವಾಮಿ ಕೊಲೆ ಪ್ರಕರಣದಲ್ಲಿ ಜೈಲು ಸೇರಿರುವ ದರ್ಶನ್ ಬೆನ್ನುನೋವಿನಿಂದ ಬಳಲುತ್ತಿದ್ದಾರೆ. ಹೀಗಾಗಿ ಚಿಕಿತ್ಸೆಗಾಗಿ ಮಧ್ಯಂತರ ಜಾಮೀನು ಕೋರಿ ಅರ್ಜಿ ಸಲ್ಲಿಸಲಾಗಿದೆ. ವೈದ್ಯಕೀಯ ವರದಿ ಆಧರಿಸಿ ನ್ಯಾಯಾಲಯ ತೀರ್ಪು ನೀಡಲಿದೆ. ಬಳ್ಳಾರಿ ಜೈಲಿನಲ್ಲಿರುವ ದರ್ಶನ್ ಭೇಟಿಗೆ ಕುಟುಂಬಸ್ಥರು ತೆರಳಿದ್ದರು. ದರ್ಶನ್ ಪರ ವಕೀಲರು ವಾದ ಮಂಡಿಸಿದ್ದಾರೆ.	[572, 972, 754, 1013]
yellow-alert-subhead: ಕರಾವಳಿ, ಮಲೆನಾಡಿಗೆ ಎಚ್ಚರಿಕೆ:	[572, 1238, 636, 1245]
